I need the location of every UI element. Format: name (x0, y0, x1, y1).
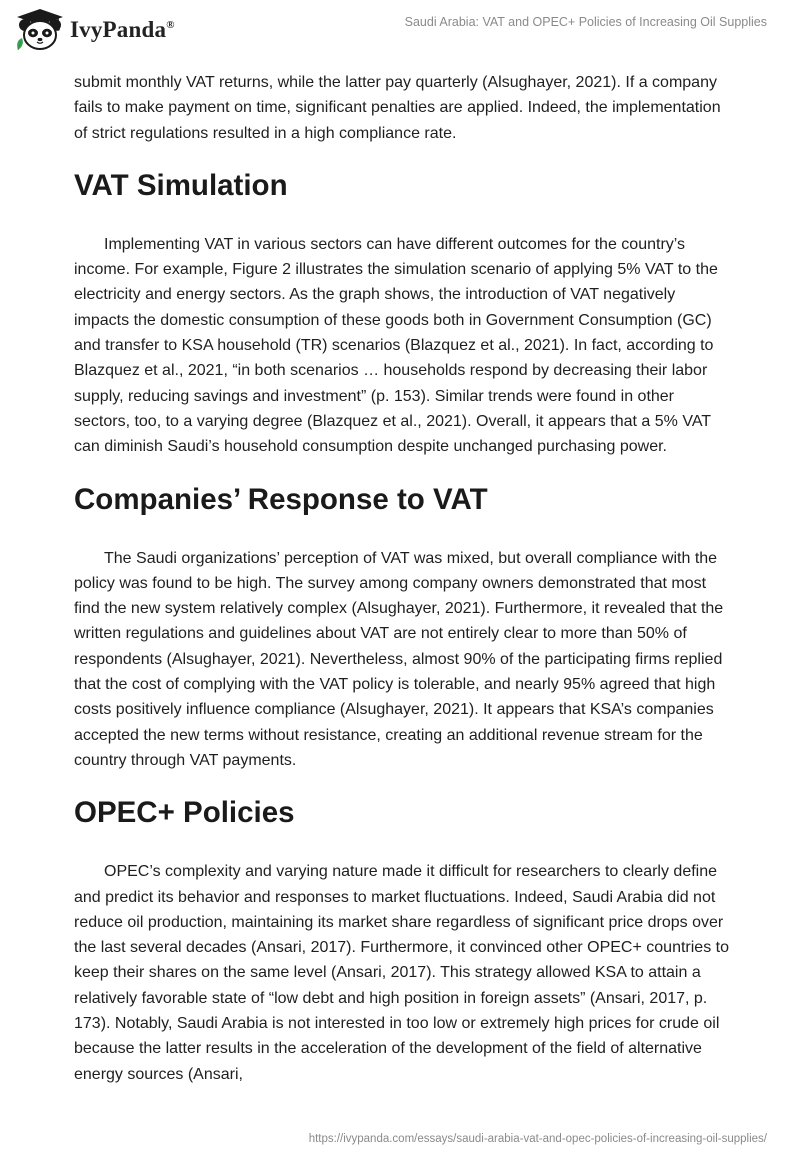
page-header (0, 0, 800, 60)
panda-graduate-icon (14, 8, 66, 52)
section-paragraph-vat-simulation: Implementing VAT in various sectors can have different outcomes for the country’s income. For example, Figure 2 illustrates the simulation scenario of applying 5% VAT to the electricity and energy sectors. As the graph shows, the introduction of VAT negatively impacts the domestic consumption of these goods both in Government Consumption (GC) and transfer to KSA household (TR) scenarios (Blazquez et al., 2021). In fact, according to Blazquez et al., 2021, “in both scenarios … households respond by decreasing their labor supply, reducing savings and investment” (p. 153). Similar trends were found in other sectors, too, to a varying degree (Blazquez et al., 2021). Overall, it appears that a 5% VAT can diminish Saudi’s household consumption despite unchanged purchasing power. (74, 235, 718, 456)
section-paragraph-companies-response: The Saudi organizations’ perception of VAT was mixed, but overall compliance with the policy was found to be high. The survey among company owners demonstrated that most find the new system relatively complex (Alsughayer, 2021). Furthermore, it revealed that the written regulations and guidelines about VAT are not entirely clear to more than 50% of respondents (Alsughayer, 2021). Nevertheless, almost 90% of the participating firms replied that the cost of complying with the VAT policy is tolerable, and nearly 95% agreed that high costs positively influence compliance (Alsughayer, 2021). It appears that KSA’s companies accepted the new terms without resistance, creating an additional revenue stream for the country through VAT payments. (74, 549, 724, 769)
section-heading-vat-simulation: VAT Simulation (74, 168, 288, 202)
intro-paragraph: submit monthly VAT returns, while the latter pay quarterly (Alsughayer, 2021). If a company fails to make payment on time, significant penalties are applied. Indeed, the implementation of strict regulations resulted in a high compliance rate. (74, 74, 721, 142)
article-body (74, 70, 734, 1087)
section-heading-companies-response: Companies’ Response to VAT (74, 482, 488, 516)
source-url[interactable]: https://ivypanda.com/essays/saudi-arabia-vat-and-opec-policies-of-increasing-oil-supplies/ (308, 1133, 767, 1145)
section-heading-opec-policies: OPEC+ Policies (74, 796, 295, 830)
registered-mark: ® (166, 19, 175, 31)
brand-name: IvyPanda® (70, 17, 175, 42)
ivypanda-logo[interactable] (14, 8, 175, 52)
document-title: Saudi Arabia: VAT and OPEC+ Policies of Increasing Oil Supplies (404, 15, 767, 29)
section-paragraph-opec-policies: OPEC’s complexity and varying nature made it difficult for researchers to clearly define and predict its behavior and responses to market fluctuations. Indeed, Saudi Arabia did not reduce oil production, maintaining its market share regardless of significant price drops over the last several decades (Ansari, 2017). Furthermore, it convinced other OPEC+ countries to keep their shares on the same level (Ansari, 2017). This strategy allowed KSA to attain a relatively favorable state of “low debt and high position in foreign assets” (Ansari, 2017, p. 173). Notably, Saudi Arabia is not interested in too low or extremely high prices for crude oil because the latter results in the acceleration of the development of the field of alternative energy sources (Ansari, (74, 863, 729, 1083)
